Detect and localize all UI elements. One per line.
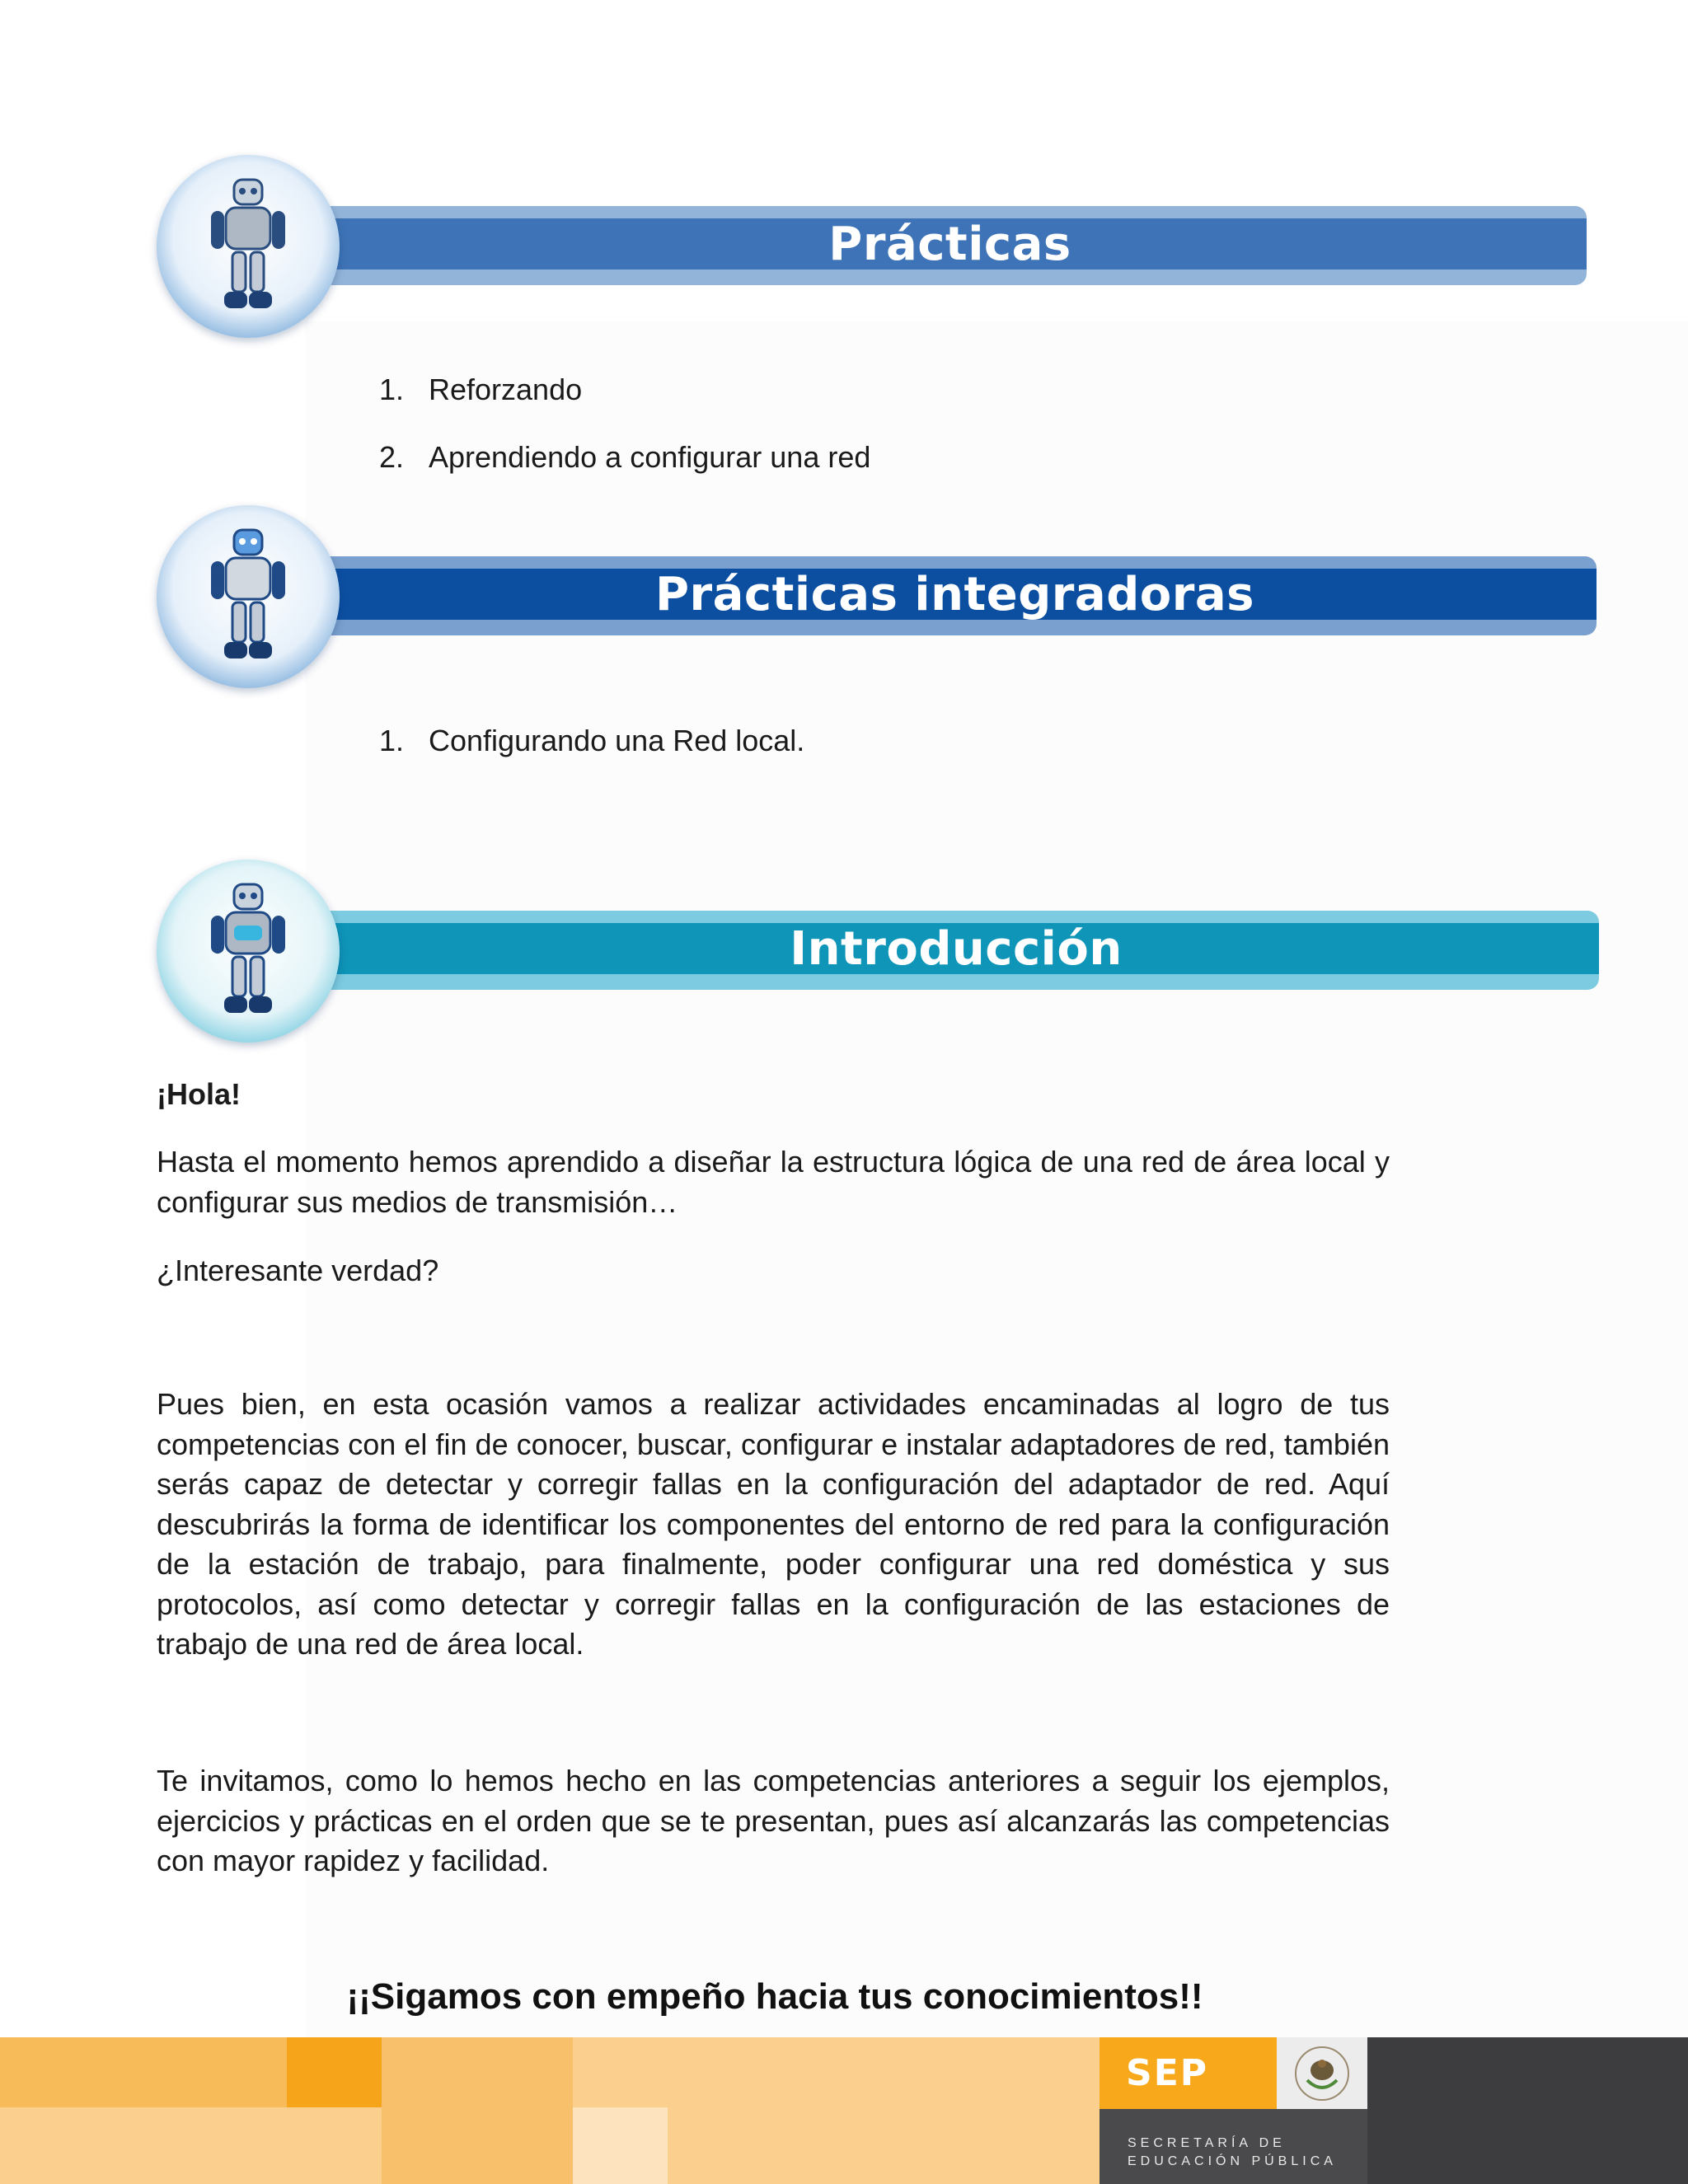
footer-decor-block [0, 2107, 382, 2184]
intro-paragraph: ¿Interesante verdad? [157, 1254, 439, 1287]
greeting: ¡Hola! [157, 1077, 241, 1111]
integradoras-banner [313, 556, 1597, 635]
closing-message: ¡¡Sigamos con empeño hacia tus conocimientos!! [346, 1976, 1203, 2017]
list-item-text: Reforzando [429, 373, 583, 406]
robot-emblem-icon [157, 155, 340, 338]
introduccion-title: Introducción [313, 923, 1599, 974]
list-item-number: 1. [379, 724, 405, 757]
list-item [379, 424, 870, 491]
list-item [379, 356, 870, 424]
integradoras-list [379, 707, 804, 775]
footer-decor-block [287, 2037, 382, 2107]
intro-paragraph: Pues bien, en esta ocasión vamos a realizar actividades encaminadas al logro de tus competencias con el fin de conocer, buscar, configurar e instalar adaptadores de red, también serás capaz de detectar y corregir fallas en la configuración del adaptador de red. Aquí descubrirás la forma de identificar los componentes del entorno de red para la configuración de la estación de trabajo, para finalmente, poder configurar una red doméstica y sus protocolos, así como detectar y corregir fallas en la configuración de las estaciones de trabajo de una red de área local. [157, 1387, 1390, 1661]
practicas-title: Prácticas [313, 218, 1587, 269]
section-header-integradoras [157, 505, 1442, 695]
intro-paragraph: Hasta el momento hemos aprendido a diseñar la estructura lógica de una red de área local y configurar sus medios de transmisión… [157, 1145, 1390, 1219]
footer-decor-block [382, 2037, 573, 2107]
footer-decor-block [0, 2037, 287, 2107]
footer-band [0, 2037, 1688, 2184]
institution-line: SECRETARÍA DE [1128, 2136, 1286, 2150]
footer-decor-block [573, 2037, 1100, 2107]
footer-decor-block [382, 2107, 573, 2184]
practicas-banner [313, 206, 1587, 285]
practicas-list [379, 356, 870, 491]
list-item-text: Aprendiendo a configurar una red [429, 440, 871, 474]
list-item-number: 2. [379, 440, 405, 474]
intro-paragraph: Te invitamos, como lo hemos hecho en las competencias anteriores a seguir los ejemplos, ejercicios y prácticas en el orden que se te presentan, pues así alcanzarás las competencias con mayor rapidez y facilidad. [157, 1764, 1390, 1877]
robot-emblem-icon [157, 860, 340, 1043]
integradoras-title: Prácticas integradoras [313, 569, 1597, 620]
introduccion-banner [313, 911, 1599, 990]
section-header-introduccion [157, 860, 1442, 1049]
list-item [379, 707, 804, 775]
sep-logo: SEP [1100, 2037, 1277, 2109]
footer-decor-block [668, 2107, 1100, 2184]
section-header-practicas [157, 155, 1442, 344]
sep-institution-name [1128, 2135, 1337, 2171]
footer-decor-block [1367, 2037, 1688, 2184]
list-item-number: 1. [379, 373, 405, 406]
footer-decor-block [573, 2107, 668, 2184]
robot-emblem-icon [157, 505, 340, 688]
institution-line: EDUCACIÓN PÚBLICA [1128, 2154, 1337, 2168]
mexico-seal-icon [1277, 2037, 1367, 2109]
list-item-text: Configurando una Red local. [429, 724, 805, 757]
